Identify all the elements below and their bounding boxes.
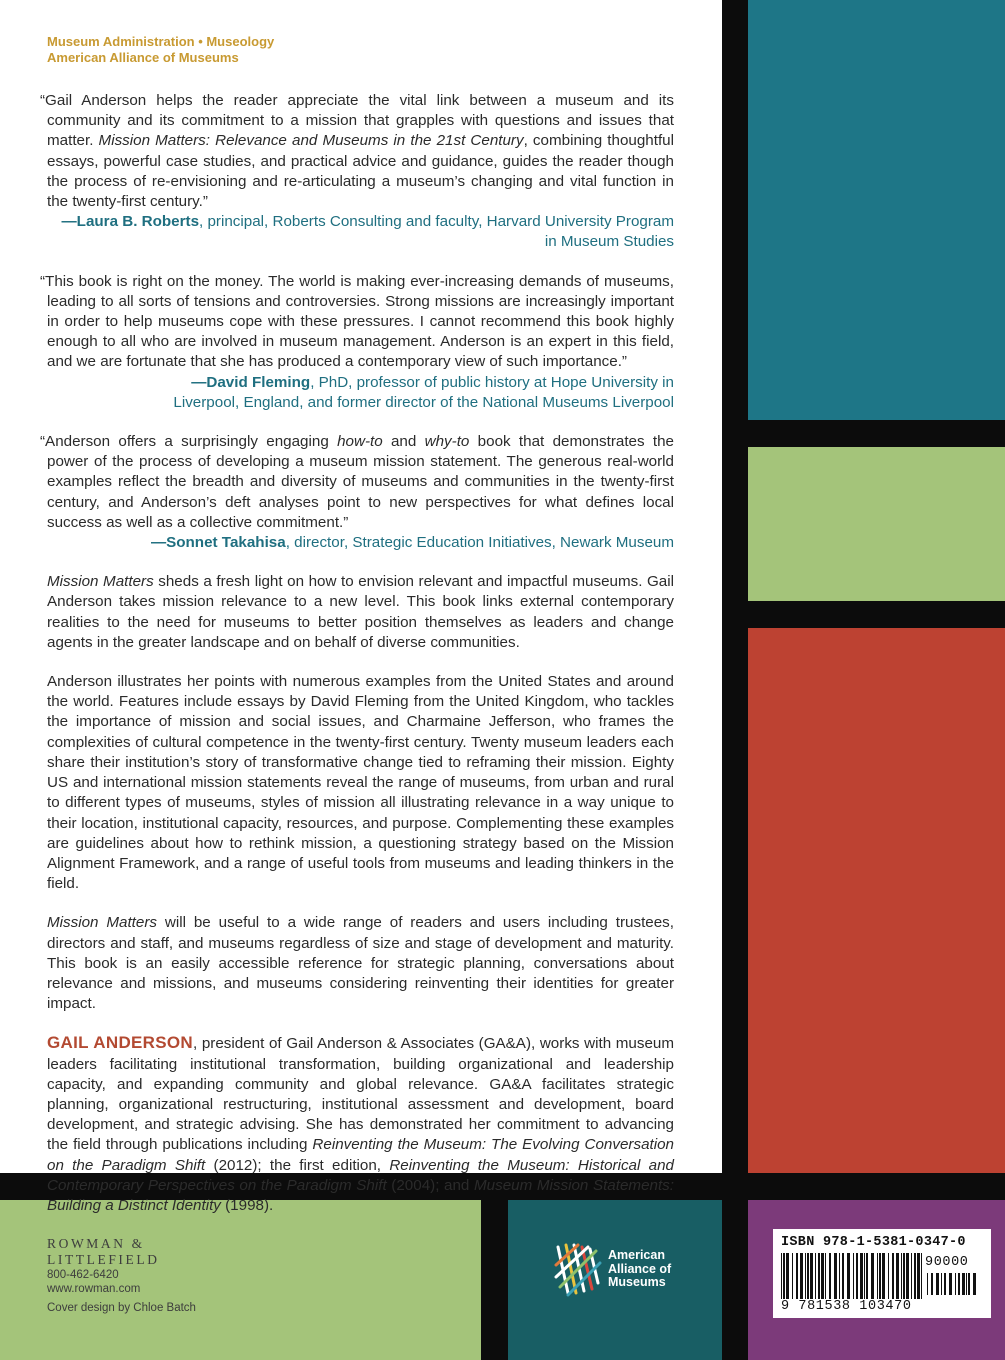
- publisher-phone: 800-462-6420: [47, 1269, 119, 1281]
- aam-logo-line-3: Museums: [608, 1275, 666, 1289]
- cover-credit: Cover design by Chloe Batch: [47, 1302, 196, 1314]
- publisher-logo: [47, 1236, 196, 1268]
- category-line-2: American Alliance of Museums: [47, 50, 239, 65]
- barcode-bar: [966, 1273, 967, 1295]
- barcode-bar: [807, 1253, 809, 1299]
- quote-text: and: [382, 433, 425, 451]
- barcode-bar: [864, 1253, 865, 1299]
- barcode-bar: [818, 1253, 820, 1299]
- barcode-bar: [829, 1253, 831, 1299]
- endorsement-quote-1: [40, 91, 674, 212]
- barcode-bar: [921, 1253, 922, 1299]
- barcode-bar: [866, 1253, 868, 1299]
- barcode-bar: [955, 1273, 956, 1295]
- spacer: [47, 413, 674, 432]
- barcode-bar: [914, 1253, 916, 1299]
- author-bio-text: (1998).: [220, 1196, 274, 1214]
- author-bio-text: (2004); and: [386, 1176, 474, 1194]
- endorser-name: —Laura B. Roberts: [61, 213, 200, 231]
- endorsement-quote-2: “This book is right on the money. The world is making ever-increasing demands of museums, leading to all sorts of tensions and controversies. Strong missions are increasingly important in order to help museums cope with these pressures. I cannot recommend this book highly enough to all who are involved in museum management. Anderson is an expert in this field, and we are fortunate that she has produced a contemporary view of such importance.”: [40, 272, 674, 371]
- book-title: Mission Matters: [47, 573, 154, 591]
- teal-color-block: [748, 0, 1005, 420]
- quote-text: “Anderson offers a surprisingly engaging: [40, 433, 338, 451]
- barcode-bar: [853, 1253, 854, 1299]
- publisher-name-line-2: LITTLEFIELD: [47, 1252, 160, 1267]
- author-bio: [47, 1033, 674, 1216]
- aam-logo-line-2: Alliance of: [608, 1261, 672, 1276]
- barcode-bar: [936, 1273, 939, 1295]
- ean-barcode-bars: [781, 1253, 927, 1299]
- author-name: GAIL ANDERSON: [47, 1033, 193, 1053]
- quote-emphasis: why-to: [424, 433, 470, 451]
- barcode-bar: [786, 1253, 789, 1299]
- barcode-bar: [906, 1253, 909, 1299]
- price-code: 90000: [925, 1255, 969, 1270]
- barcode-bar: [877, 1253, 878, 1299]
- isbn-barcode: [773, 1229, 991, 1318]
- quote-text: “Gail Anderson helps the reader appreciate the vital link between a museum and its community and its commitment to a mission that grapples with questions and issues that matter.: [40, 92, 674, 150]
- endorsement-attribution-1: [47, 212, 674, 252]
- barcode-bar: [810, 1253, 813, 1299]
- description-paragraph-3: [47, 913, 674, 1014]
- endorser-name: —David Fleming: [191, 373, 311, 391]
- quote-text: book that demonstrates the power of the process of developing a museum mission statement. The generous real-world examples reflect the breadth and diversity of museums and communities in the twenty-first century, and Anderson’s deft analyses point to new perspectives for what defines local success as well as a collective commitment.”: [47, 433, 674, 531]
- barcode-bar: [783, 1253, 785, 1299]
- publication-title: Reinventing the Museum: The Evolving Conversation on the Paradigm Shift: [47, 1136, 674, 1174]
- barcode-bar: [968, 1273, 970, 1295]
- endorsement-attribution-2: [47, 373, 674, 413]
- barcode-bar: [805, 1253, 806, 1299]
- barcode-bar: [800, 1253, 803, 1299]
- book-title: Mission Matters: Relevance and Museums in the 21st Century: [98, 132, 524, 150]
- barcode-bar: [944, 1273, 946, 1295]
- barcode-bar: [856, 1253, 858, 1299]
- price-addon-bars: [927, 1273, 981, 1295]
- spacer: [47, 253, 674, 272]
- endorser-title: , principal, Roberts Consulting and faculty, Harvard University Program in Museum Studies: [199, 213, 674, 251]
- barcode-bar: [847, 1253, 850, 1299]
- author-bio-text: (2012); the first edition,: [205, 1156, 390, 1174]
- publisher-info: [47, 1236, 196, 1314]
- category-label: [47, 34, 274, 66]
- barcode-bar: [973, 1273, 976, 1295]
- barcode-bar: [796, 1253, 798, 1299]
- barcode-bar: [962, 1273, 965, 1295]
- barcode-bar: [879, 1253, 881, 1299]
- publisher-name-line-1: ROWMAN &: [47, 1236, 145, 1251]
- endorser-title: , PhD, professor of public history at Hope University in Liverpool, England, and former director of the National Museums Liverpool: [173, 373, 674, 411]
- aam-logo-text: [608, 1249, 671, 1290]
- description-text: will be useful to a wide range of readers and users including trustees, directors and staff, and museums regardless of size and stage of development and maturity. This book is an easily accessible reference for strategic planning, conversations about relevance and missions, and museums considering reinventing their identities for greater impact.: [47, 914, 674, 1013]
- description-paragraph-1: [47, 572, 674, 653]
- author-bio-text: , president of Gail Anderson & Associates (GA&A), works with museum leaders facilitating institutional transformation, building organizational and leadership capacity, and expanding community and global relevance. GA&A facilitates strategic planning, organizational restructuring, institutional assessment and development, board development, and strategic advising. She has demonstrated her commitment to advancing the field through publications including: [47, 1035, 675, 1154]
- barcode-bar: [792, 1253, 793, 1299]
- barcode-bar: [927, 1273, 928, 1295]
- description-text: sheds a fresh light on how to envision relevant and impactful museums. Gail Anderson takes mission relevance to a new level. This book links external contemporary realities to the need for museums to better position themselves as leaders and change agents in the greater landscape and on behalf of diverse communities.: [47, 573, 674, 651]
- publisher-website: www.rowman.com: [47, 1283, 141, 1295]
- barcode-bar: [860, 1253, 863, 1299]
- quote-emphasis: how-to: [337, 433, 383, 451]
- endorsement-quote-3: [40, 432, 674, 533]
- barcode-bar: [842, 1253, 844, 1299]
- barcode-bar: [871, 1253, 874, 1299]
- quote-text: , combining thoughtful essays, powerful case studies, and practical advice and guidance, guides the reader though the process of re-envisioning and re-articulating a museum’s changing and vital function in the twenty-first century.”: [47, 132, 674, 211]
- barcode-bar: [815, 1253, 816, 1299]
- barcode-bar: [901, 1253, 902, 1299]
- barcode-bar: [903, 1253, 905, 1299]
- spacer: [47, 1014, 674, 1033]
- isbn-label: ISBN 978-1-5381-0347-0: [781, 1235, 966, 1250]
- barcode-bar: [821, 1253, 824, 1299]
- barcode-bar: [931, 1273, 933, 1295]
- spacer: [47, 653, 674, 672]
- barcode-bar: [941, 1273, 942, 1295]
- ean-number: 9 781538 103470: [781, 1299, 912, 1314]
- book-title: Mission Matters: [47, 914, 157, 932]
- barcode-bar: [834, 1253, 837, 1299]
- barcode-bar: [917, 1253, 920, 1299]
- publication-title: Museum Mission Statements: Building a Distinct Identity: [47, 1176, 674, 1214]
- spacer: [47, 553, 674, 572]
- barcode-bar: [949, 1273, 952, 1295]
- endorser-title: , director, Strategic Education Initiatives, Newark Museum: [285, 534, 674, 552]
- spacer: [47, 894, 674, 913]
- aam-woven-logo-icon: [554, 1243, 602, 1297]
- green-color-block: [748, 447, 1005, 601]
- red-color-block: [748, 628, 1005, 1173]
- aam-logo-line-1: American: [608, 1248, 665, 1262]
- back-cover-copy: [40, 91, 675, 1216]
- barcode-bar: [892, 1253, 894, 1299]
- barcode-bar: [911, 1253, 912, 1299]
- barcode-bar: [896, 1253, 899, 1299]
- barcode-bar: [888, 1253, 889, 1299]
- endorsement-attribution-3: [47, 533, 674, 553]
- barcode-bar: [839, 1253, 840, 1299]
- description-paragraph-2: Anderson illustrates her points with numerous examples from the United States and around the world. Features include essays by David Fleming from the United Kingdom, who tackles the importance of mission and social issues, and Charmaine Jefferson, who frames the complexities of cultural competence in the twenty-first century. Twenty museum leaders each share their institution’s story of transformative change tied to reframing their mission. Eighty US and international mission statements reveal the range of museums, from urban and rural to different types of museums, styles of mission all illustrating relevance in a way unique to their location, institutional capacity, resources, and purpose. Complementing these examples are guidelines about how to rethink mission, a questioning strategy based on the Mission Alignment Framework, and a range of useful tools from museums and leading thinkers in the field.: [47, 673, 674, 893]
- barcode-bar: [825, 1253, 826, 1299]
- endorser-name: —Sonnet Takahisa: [150, 534, 286, 552]
- barcode-bar: [882, 1253, 885, 1299]
- category-line-1: Museum Administration • Museology: [47, 34, 275, 49]
- barcode-bar: [781, 1253, 782, 1299]
- barcode-bar: [958, 1273, 960, 1295]
- publication-title: Reinventing the Museum: Historical and Contemporary Perspectives on the Paradigm Shift: [47, 1156, 674, 1194]
